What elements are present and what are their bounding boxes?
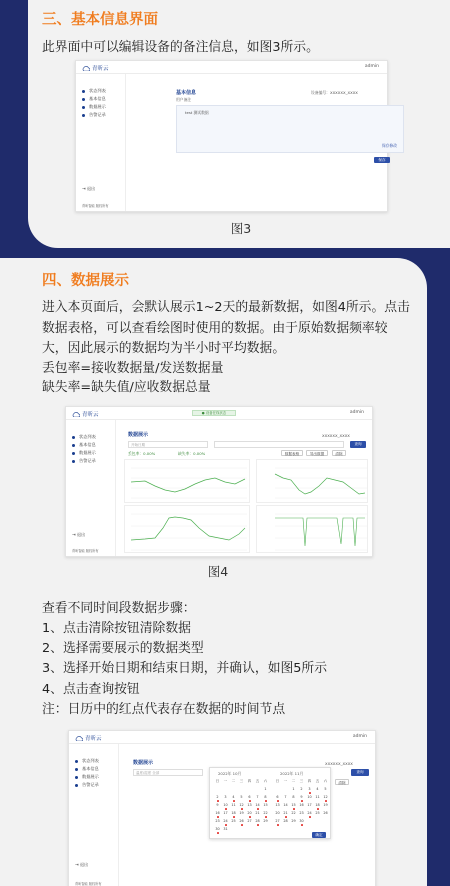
weekday-label: 日 xyxy=(215,779,220,783)
nav-item-info[interactable]: 基本信息 xyxy=(75,766,99,772)
clear-button[interactable]: 清除 xyxy=(332,450,346,456)
weekday-label: 二 xyxy=(291,779,296,783)
calendar-day[interactable]: 9 xyxy=(216,803,219,807)
figure-4-caption: 图4 xyxy=(207,564,229,579)
calendar-day[interactable]: 31 xyxy=(223,827,228,831)
weekday-label: 三 xyxy=(239,779,244,783)
app-topbar xyxy=(76,61,387,74)
calendar-day[interactable]: 10 xyxy=(222,802,229,809)
calendar-left[interactable] xyxy=(214,778,270,834)
table-button[interactable]: 数据表格 xyxy=(281,450,303,456)
chart-panel-3 xyxy=(124,505,250,553)
section-4-line-4: 丢包率=接收数据量/发送数据量 xyxy=(42,361,224,376)
calendar-day[interactable]: 6 xyxy=(274,794,281,801)
nav-item-info[interactable]: 基本信息 xyxy=(72,442,96,448)
steps-line-4: 3、选择开始日期和结束日期，并确认，如图5所示 xyxy=(42,661,328,676)
calendar-day[interactable]: 8 xyxy=(292,795,295,799)
steps-line-5: 4、点击查询按钮 xyxy=(42,682,140,697)
section-4-title: 四、数据展示 xyxy=(42,273,129,289)
user-menu[interactable]: admin xyxy=(352,734,367,739)
nav-item-status[interactable]: 状态列表 xyxy=(72,434,96,440)
section-3-panel xyxy=(28,0,450,248)
figure-5-screenshot xyxy=(68,730,376,886)
data-available-dot xyxy=(277,824,279,826)
type-input[interactable] xyxy=(214,441,344,448)
calendar-day[interactable]: 27 xyxy=(247,819,252,823)
figure-3-screenshot xyxy=(75,60,397,212)
calendar-day[interactable]: 13 xyxy=(247,803,252,807)
chart-panel-1 xyxy=(124,459,250,503)
footer-text: 青昕智能 版权所有 xyxy=(75,882,102,886)
calendar-day[interactable]: 24 xyxy=(306,810,313,817)
nav-item-data[interactable]: 数据展示 xyxy=(82,104,106,110)
figure-3-caption: 图3 xyxy=(230,221,252,236)
calendar-day[interactable]: 2 xyxy=(300,787,303,791)
calendar-day[interactable]: 10 xyxy=(307,795,312,799)
query-button[interactable]: 查询 xyxy=(350,441,366,448)
weekday-label: 日 xyxy=(275,779,280,783)
calendar-day[interactable]: 19 xyxy=(239,811,244,815)
section-3-title: 三、基本信息界面 xyxy=(42,12,158,28)
steps-line-1: 查看不同时间段数据步骤： xyxy=(42,601,196,616)
calendar-day[interactable]: 24 xyxy=(222,818,229,825)
cloud-icon xyxy=(72,412,80,417)
calendar-day[interactable]: 23 xyxy=(215,819,220,823)
nav-item-status[interactable]: 状态列表 xyxy=(75,758,99,764)
weekday-label: 六 xyxy=(323,779,328,783)
calendar-day[interactable]: 12 xyxy=(238,802,245,809)
cloud-icon xyxy=(82,66,90,71)
calendar-day[interactable]: 7 xyxy=(256,795,259,799)
calendar-day[interactable]: 12 xyxy=(322,794,329,801)
nav-item-data[interactable]: 数据展示 xyxy=(75,774,99,780)
page-title: 基本信息 xyxy=(176,90,197,96)
calendar-day[interactable]: 21 xyxy=(282,810,289,817)
month-left-label: 2022年 10月 xyxy=(218,771,242,776)
sidebar xyxy=(69,744,119,886)
calendar-day[interactable]: 25 xyxy=(315,811,320,815)
calendar-day[interactable]: 16 xyxy=(214,810,221,817)
remark-textarea[interactable] xyxy=(176,105,404,153)
calendar-day[interactable]: 29 xyxy=(291,819,296,823)
save-link[interactable]: 保存修改 xyxy=(381,143,397,148)
month-right-label: 2022年 11月 xyxy=(280,771,304,776)
weekday-label: 五 xyxy=(255,779,260,783)
loss-rate: 丢包率：0.00% xyxy=(128,451,156,456)
calendar-day[interactable]: 18 xyxy=(230,810,237,817)
app-logo: 青昕云 xyxy=(72,410,99,418)
calendar-day[interactable]: 5 xyxy=(240,795,243,799)
dot-icon xyxy=(82,106,85,109)
data-available-dot xyxy=(217,832,219,834)
calendar-day[interactable]: 16 xyxy=(299,803,304,807)
calendar-day[interactable]: 11 xyxy=(315,795,320,799)
chart-trace-4 xyxy=(257,506,369,554)
section-4-line-2: 数据表格，可以查看绘图时使用的数据。由于原始数据频率较 xyxy=(42,321,388,336)
calendar-day[interactable]: 5 xyxy=(324,787,327,791)
data-available-dot xyxy=(301,824,303,826)
steps-line-2: 1、点击清除按钮清除数据 xyxy=(42,621,191,636)
logout-button[interactable]: ⇥ 退出 xyxy=(75,862,89,867)
figure-4-screenshot xyxy=(65,406,373,557)
calendar-day[interactable]: 17 xyxy=(307,803,312,807)
logout-button[interactable]: ⇥ 退出 xyxy=(72,532,86,537)
calendar-day[interactable]: 29 xyxy=(263,819,268,823)
weekday-label: 一 xyxy=(223,779,228,783)
app-topbar xyxy=(69,731,375,744)
remark-label: 用户备注 xyxy=(176,97,192,102)
calendar-day[interactable]: 8 xyxy=(262,794,269,801)
calendar-day[interactable]: 2 xyxy=(214,794,221,801)
nav-item-alarm[interactable]: 告警记录 xyxy=(82,112,106,118)
chart-trace-1 xyxy=(125,460,251,504)
device-id: 设备编号：XXXXXX_XXXX xyxy=(311,90,358,95)
calendar-day[interactable]: 18 xyxy=(314,802,321,809)
calendar-day[interactable]: 23 xyxy=(299,811,304,815)
calendar-day[interactable]: 1 xyxy=(292,787,295,791)
calendar-day[interactable]: 30 xyxy=(298,818,305,825)
dot-icon xyxy=(82,98,85,101)
logo-text: 青昕云 xyxy=(92,66,109,72)
calendar-day[interactable]: 20 xyxy=(275,811,280,815)
calendar-day[interactable]: 21 xyxy=(255,811,260,815)
nav-item-data[interactable]: 数据展示 xyxy=(72,450,96,456)
section-4-line-5: 缺失率=缺失值/应收数据总量 xyxy=(42,380,211,395)
calendar-right[interactable] xyxy=(274,778,330,834)
query-button[interactable]: 查询 xyxy=(351,769,369,776)
app-topbar xyxy=(66,407,372,420)
calendar-day[interactable]: 19 xyxy=(323,803,328,807)
nav-item-info[interactable]: 基本信息 xyxy=(82,96,106,102)
footer-text: 青昕智能 版权所有 xyxy=(72,549,99,553)
steps-line-6: 注：日历中的红点代表存在数据的时间节点 xyxy=(42,702,286,717)
nav-item-alarm[interactable]: 告警记录 xyxy=(72,458,96,464)
device-id: XXXXXX_XXXX xyxy=(322,433,350,438)
sidebar xyxy=(66,420,116,556)
weekday-label: 四 xyxy=(247,779,252,783)
calendar-day[interactable]: 27 xyxy=(274,818,281,825)
chart-trace-2 xyxy=(257,460,369,504)
calendar-day[interactable]: 6 xyxy=(246,794,253,801)
logout-button[interactable]: ⇥ 退出 xyxy=(82,186,96,191)
calendar-day[interactable]: 3 xyxy=(224,795,227,799)
calendar-day[interactable]: 22 xyxy=(262,810,269,817)
calendar-day[interactable]: 15 xyxy=(263,803,268,807)
type-input[interactable]: 温度/湿度 全部 xyxy=(133,769,203,776)
user-menu[interactable]: admin xyxy=(349,410,364,415)
cloud-icon xyxy=(75,736,83,741)
weekday-label: 五 xyxy=(315,779,320,783)
calendar-day[interactable]: 22 xyxy=(291,811,296,815)
device-id: XXXXXX_XXXX xyxy=(325,761,353,766)
weekday-label: 三 xyxy=(299,779,304,783)
calendar-day[interactable]: 30 xyxy=(214,826,221,833)
calendar-day[interactable]: 3 xyxy=(306,786,313,793)
chart-panel-2 xyxy=(256,459,368,503)
calendar-day[interactable]: 28 xyxy=(283,819,288,823)
data-available-dot xyxy=(241,824,243,826)
app-logo: 青昕云 xyxy=(75,734,102,742)
app-logo xyxy=(82,64,109,72)
section-4-line-1: 进入本页面后，会默认展示1~2天的最新数据，如图4所示。点击 xyxy=(42,300,410,315)
calendar-day[interactable]: 14 xyxy=(283,803,288,807)
calendar-day[interactable]: 28 xyxy=(254,818,261,825)
calendar-day[interactable]: 26 xyxy=(323,811,328,815)
calendar-day[interactable]: 11 xyxy=(231,803,236,807)
calendar-day[interactable]: 17 xyxy=(223,811,228,815)
footer-text: 青昕智能 版权所有 xyxy=(82,204,109,208)
save-button[interactable]: 保存 xyxy=(374,157,390,163)
weekday-label: 一 xyxy=(283,779,288,783)
dot-icon xyxy=(82,114,85,117)
nav-item-alarm[interactable]: 告警记录 xyxy=(75,782,99,788)
status-banner: ● 设备在线状态 xyxy=(192,410,236,416)
calendar-day[interactable]: 26 xyxy=(238,818,245,825)
calendar-day[interactable]: 9 xyxy=(298,794,305,801)
data-available-dot xyxy=(309,816,311,818)
confirm-button[interactable]: 确定 xyxy=(312,832,326,838)
calendar-day[interactable]: 15 xyxy=(290,802,297,809)
date-range-picker[interactable] xyxy=(209,767,331,839)
section-4-line-3: 大，因此展示的数据均为半小时平均数据。 xyxy=(42,341,286,356)
export-button[interactable]: 导出数据 xyxy=(306,450,328,456)
page-title: 数据展示 xyxy=(128,432,149,438)
calendar-day[interactable]: 4 xyxy=(230,794,237,801)
weekday-label: 六 xyxy=(263,779,268,783)
nav-item-status[interactable]: 状态列表 xyxy=(82,88,106,94)
weekday-label: 四 xyxy=(307,779,312,783)
calendar-day[interactable]: 25 xyxy=(231,819,236,823)
miss-rate: 缺失率：0.00% xyxy=(178,451,206,456)
section-4-panel xyxy=(0,258,427,886)
calendar-day[interactable]: 20 xyxy=(246,810,253,817)
chart-panel-4 xyxy=(256,505,368,553)
page-title: 数据展示 xyxy=(133,760,154,766)
clear-button[interactable]: 清除 xyxy=(335,779,349,785)
steps-line-3: 2、选择需要展示的数据类型 xyxy=(42,641,204,656)
dot-icon xyxy=(82,90,85,93)
data-available-dot xyxy=(257,824,259,826)
section-3-description: 此界面中可以编辑设备的备注信息，如图3所示。 xyxy=(42,40,319,55)
calendar-day[interactable]: 1 xyxy=(264,787,267,791)
calendar-day[interactable]: 7 xyxy=(284,795,287,799)
chart-trace-3 xyxy=(125,506,251,554)
remark-value: test 测试数据 xyxy=(185,110,209,115)
weekday-label: 二 xyxy=(231,779,236,783)
date-input[interactable]: 开始日期 xyxy=(128,441,208,448)
sidebar xyxy=(76,74,126,211)
calendar-day[interactable]: 4 xyxy=(316,787,319,791)
calendar-day[interactable]: 13 xyxy=(275,803,280,807)
calendar-day[interactable]: 14 xyxy=(254,802,261,809)
user-menu[interactable]: admin xyxy=(364,64,379,69)
